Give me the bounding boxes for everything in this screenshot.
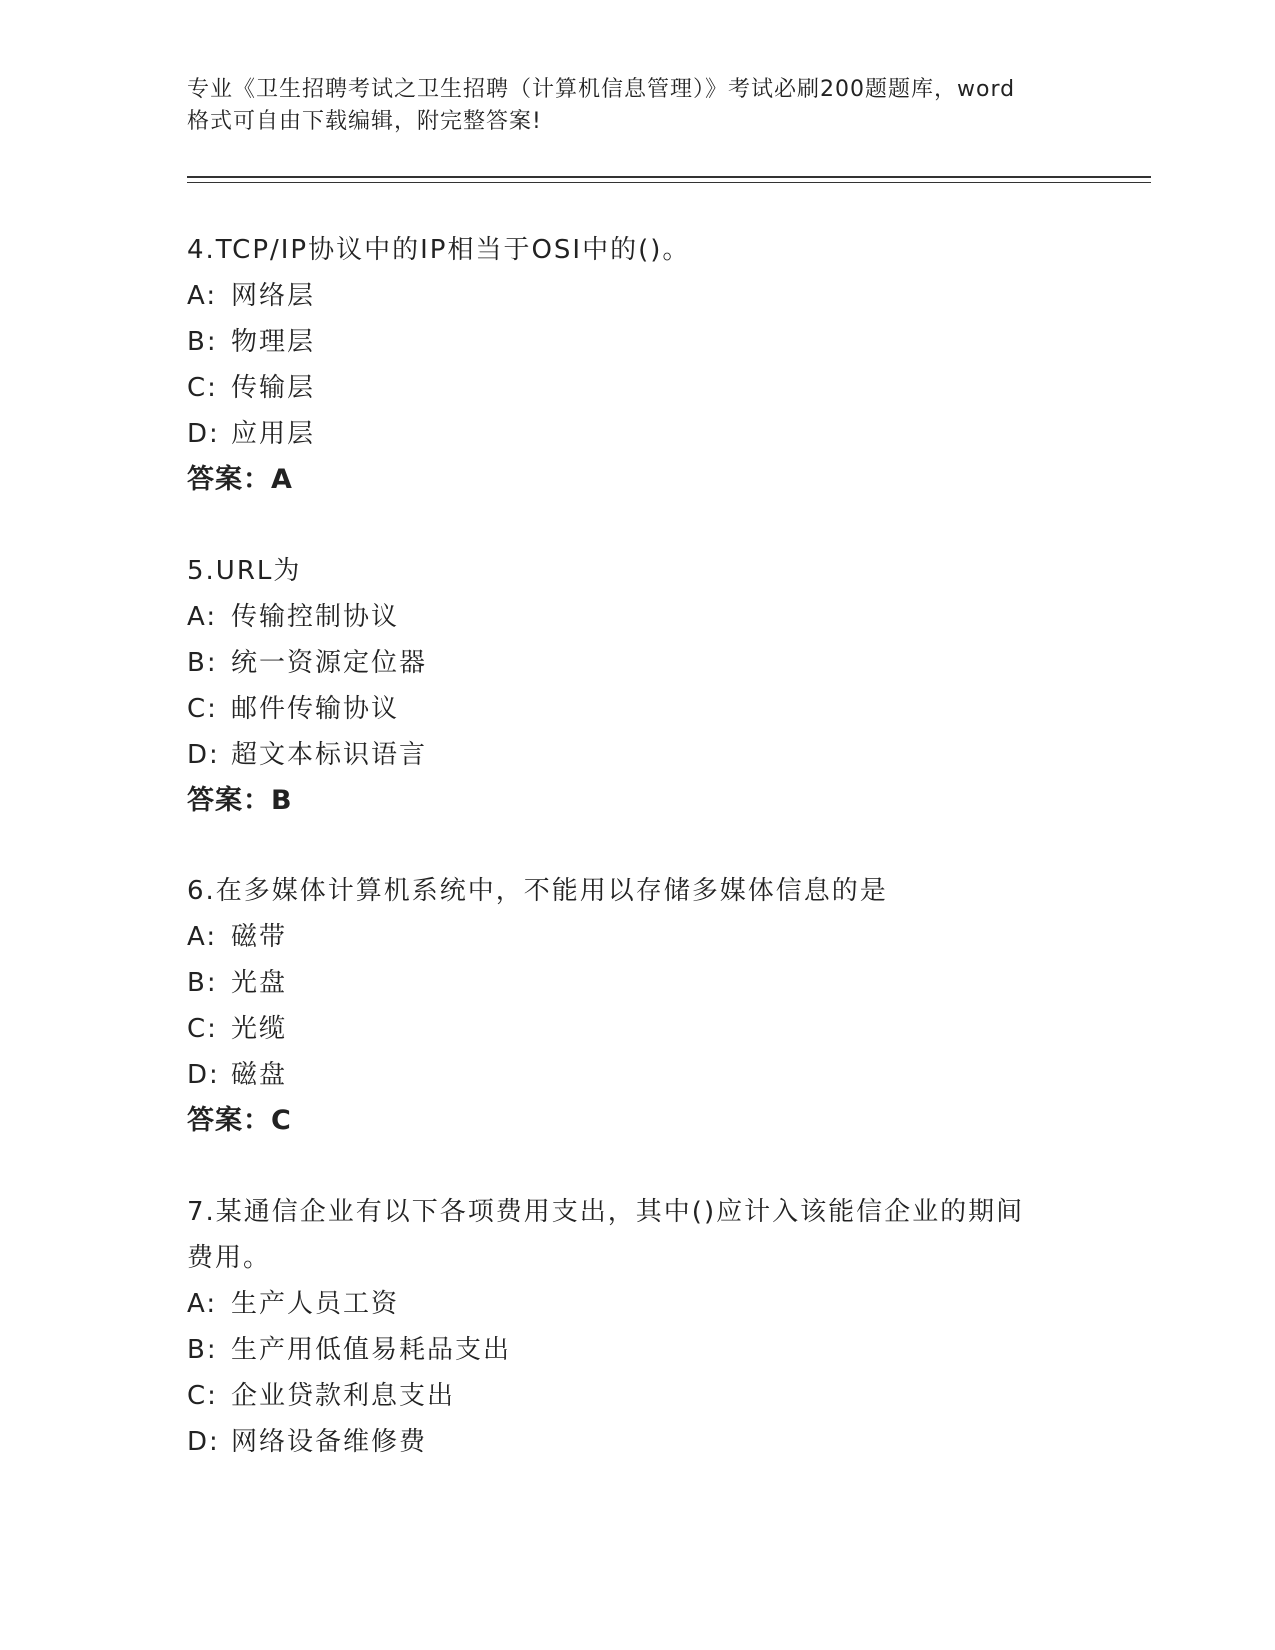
option-text: 网络层 — [231, 281, 316, 311]
option-d — [187, 411, 1087, 457]
option-key: B: — [187, 327, 218, 357]
option-c — [187, 686, 1087, 732]
question-4 — [187, 227, 1087, 503]
header-line-2: 格式可自由下载编辑，附完整答案! — [187, 109, 542, 134]
option-key: C: — [187, 1381, 218, 1411]
option-text: 磁带 — [231, 922, 288, 952]
header-divider-thick — [187, 176, 1151, 178]
option-a — [187, 273, 1087, 319]
answer: 答案：B — [187, 785, 293, 816]
option-c — [187, 365, 1087, 411]
question-6 — [187, 868, 1087, 1144]
question-5 — [187, 548, 1087, 824]
option-key: A: — [187, 602, 218, 632]
answer: 答案：C — [187, 1105, 292, 1136]
question-stem: 4.TCP/IP协议中的IP相当于OSI中的()。 — [187, 235, 691, 265]
option-b — [187, 319, 1087, 365]
option-text: 磁盘 — [231, 1060, 288, 1090]
option-b — [187, 1327, 1087, 1373]
option-text: 传输控制协议 — [231, 602, 400, 632]
question-stem: 6.在多媒体计算机系统中，不能用以存储多媒体信息的是 — [187, 876, 888, 906]
option-text: 企业贷款利息支出 — [231, 1381, 456, 1411]
option-a — [187, 914, 1087, 960]
option-key: D: — [187, 1060, 220, 1090]
option-key: C: — [187, 373, 218, 403]
answer: 答案：A — [187, 464, 293, 495]
question-stem-line-2: 费用。 — [187, 1243, 272, 1273]
question-7 — [187, 1189, 1087, 1465]
option-d — [187, 1052, 1087, 1098]
option-c — [187, 1006, 1087, 1052]
option-c — [187, 1373, 1087, 1419]
option-d — [187, 1419, 1087, 1465]
option-key: A: — [187, 281, 218, 311]
option-text: 生产用低值易耗品支出 — [231, 1335, 512, 1365]
option-b — [187, 960, 1087, 1006]
header-divider-thin — [187, 182, 1151, 183]
option-key: C: — [187, 694, 218, 724]
option-text: 光缆 — [231, 1014, 288, 1044]
option-text: 光盘 — [231, 968, 288, 998]
option-text: 应用层 — [231, 419, 316, 449]
option-text: 超文本标识语言 — [231, 740, 428, 770]
option-text: 传输层 — [231, 373, 316, 403]
option-text: 物理层 — [231, 327, 316, 357]
option-a — [187, 594, 1087, 640]
option-text: 统一资源定位器 — [231, 648, 428, 678]
document-header — [187, 74, 1087, 138]
option-text: 生产人员工资 — [231, 1289, 400, 1319]
option-key: B: — [187, 968, 218, 998]
option-b — [187, 640, 1087, 686]
option-key: C: — [187, 1014, 218, 1044]
option-key: B: — [187, 648, 218, 678]
option-a — [187, 1281, 1087, 1327]
option-key: D: — [187, 740, 220, 770]
option-key: A: — [187, 1289, 218, 1319]
option-text: 网络设备维修费 — [231, 1427, 428, 1457]
option-key: D: — [187, 1427, 220, 1457]
option-key: B: — [187, 1335, 218, 1365]
question-stem-line-1: 7.某通信企业有以下各项费用支出，其中()应计入该能信企业的期间 — [187, 1197, 1025, 1227]
option-text: 邮件传输协议 — [231, 694, 400, 724]
header-line-1: 专业《卫生招聘考试之卫生招聘（计算机信息管理）》考试必刷200题题库，word — [187, 77, 1016, 102]
option-d — [187, 732, 1087, 778]
question-stem: 5.URL为 — [187, 556, 302, 586]
option-key: D: — [187, 419, 220, 449]
option-key: A: — [187, 922, 218, 952]
